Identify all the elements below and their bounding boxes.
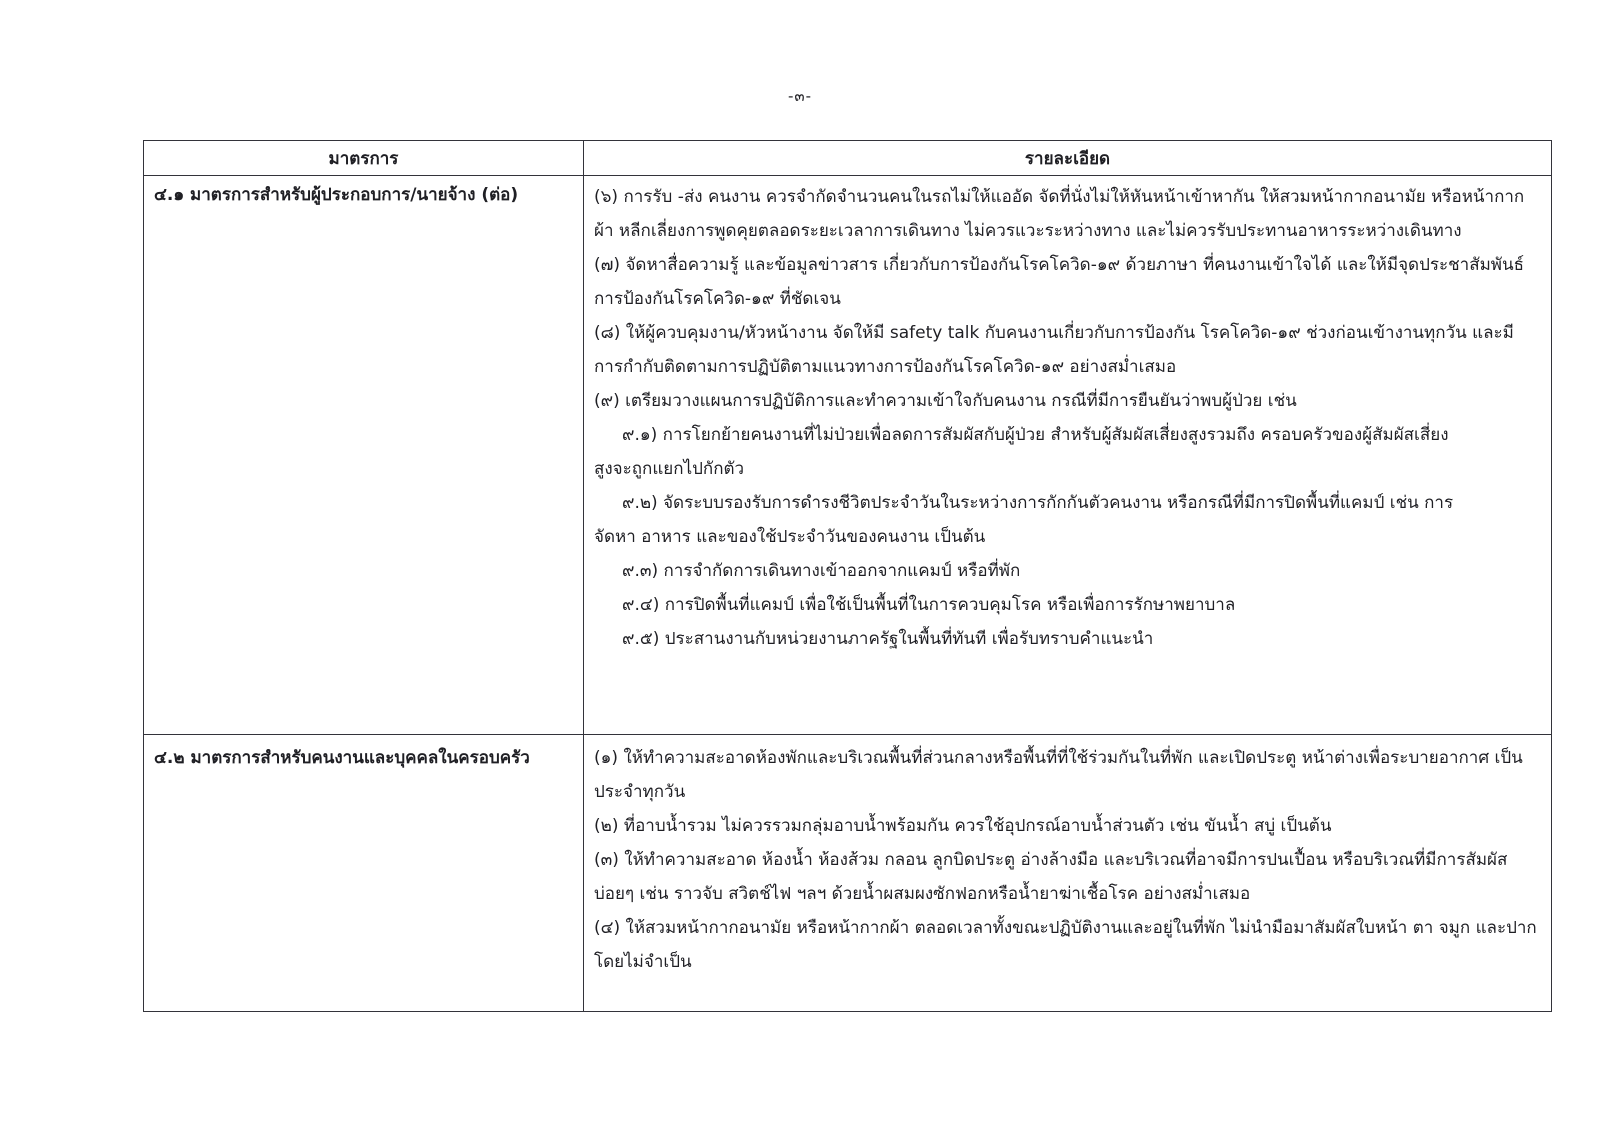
- detail-item-6: (๖) การรับ -ส่ง คนงาน ควรจำกัดจำนวนคนในรถไม่ให้แออัด จัดที่นั่งไม่ให้หันหน้าเข้าหากัน ให้สวมหน้ากากอนามัย หรือหน้ากากผ้า หลีกเลี่ยงการพูดคุยตลอดระยะเวลาการเดินทาง ไม่ควรแวะระหว่างทาง และไม่ควรรับประทานอาหารระหว่างเดินทาง: [594, 187, 1525, 241]
- measure-cell: [144, 176, 584, 735]
- detail-item-8: (๘) ให้ผู้ควบคุมงาน/หัวหน้างาน จัดให้มี safety talk กับคนงานเกี่ยวกับการป้องกัน โรคโควิด-๑๙ ช่วงก่อนเข้างานทุกวัน และมีการกำกับติดตามการปฏิบัติตามแนวทางการป้องกันโรคโควิด-๑๙ อย่างสม่ำเสมอ: [594, 323, 1514, 377]
- measure-title: ๔.๒ มาตรการสำหรับคนงานและบุคคลในครอบครัว: [154, 748, 530, 768]
- sub-item-9-2: ๙.๒) จัดระบบรองรับการดำรงชีวิตประจำวันในระหว่างการกักกันตัวคนงาน หรือกรณีที่มีการปิดพื้นที่แคมป์ เช่น การ: [622, 493, 1454, 513]
- table-row: [144, 176, 1552, 735]
- measure-title: ๔.๑ มาตรการสำหรับผู้ประกอบการ/นายจ้าง (ต่อ): [154, 185, 519, 205]
- detail-item-7: (๗) จัดหาสื่อความรู้ และข้อมูลข่าวสาร เกี่ยวกับการป้องกันโรคโควิด-๑๙ ด้วยภาษา ที่คนงานเข้าใจได้ และให้มีจุดประชาสัมพันธ์ การป้องกันโรคโควิด-๑๙ ที่ชัดเจน: [594, 255, 1525, 309]
- sub-item-9-1-cont: สูงจะถูกแยกไปกักตัว: [594, 459, 745, 479]
- detail-item-3: (๓) ให้ทำความสะอาด ห้องน้ำ ห้องส้วม กลอน ลูกบิดประตู อ่างล้างมือ และบริเวณที่อาจมีการปนเปื้อน หรือบริเวณที่มีการสัมผัสบ่อยๆ เช่น ราวจับ สวิตช์ไฟ ฯลฯ ด้วยน้ำผสมผงซักฟอกหรือน้ำยาฆ่าเชื้อโรค อย่างสม่ำเสมอ: [594, 850, 1508, 904]
- measures-table: [143, 140, 1552, 1012]
- sub-item-9-2-cont: จัดหา อาหาร และของใช้ประจำวันของคนงาน เป็นต้น: [594, 527, 986, 547]
- sub-item-9-5: ๙.๕) ประสานงานกับหน่วยงานภาครัฐในพื้นที่ทันที เพื่อรับทราบคำแนะนำ: [622, 629, 1154, 649]
- details-cell: [584, 735, 1552, 1012]
- detail-item-2: (๒) ที่อาบน้ำรวม ไม่ควรรวมกลุ่มอาบน้ำพร้อมกัน ควรใช้อุปกรณ์อาบน้ำส่วนตัว เช่น ขันน้ำ สบู่ เป็นต้น: [594, 816, 1332, 836]
- details-cell: [584, 176, 1552, 735]
- measure-cell: [144, 735, 584, 1012]
- header-measure: มาตรการ: [144, 141, 584, 176]
- detail-item-4: (๔) ให้สวมหน้ากากอนามัย หรือหน้ากากผ้า ตลอดเวลาทั้งขณะปฏิบัติงานและอยู่ในที่พัก ไม่นำมือมาสัมผัสใบหน้า ตา จมูก และปาก โดยไม่จำเป็น: [594, 918, 1537, 972]
- sub-item-9-1: ๙.๑) การโยกย้ายคนงานที่ไม่ป่วยเพื่อลดการสัมผัสกับผู้ป่วย สำหรับผู้สัมผัสเสี่ยงสูงรวมถึง ครอบครัวของผู้สัมผัสเสี่ยง: [622, 425, 1449, 445]
- header-details: รายละเอียด: [584, 141, 1552, 176]
- sub-item-9-4: ๙.๔) การปิดพื้นที่แคมป์ เพื่อใช้เป็นพื้นที่ในการควบคุมโรค หรือเพื่อการรักษาพยาบาล: [622, 595, 1236, 615]
- table-header-row: [144, 141, 1552, 176]
- table-row: [144, 735, 1552, 1012]
- sub-item-9-3: ๙.๓) การจำกัดการเดินทางเข้าออกจากแคมป์ หรือที่พัก: [622, 561, 1021, 581]
- page-number: -๓-: [787, 87, 813, 105]
- detail-item-1: (๑) ให้ทำความสะอาดห้องพักและบริเวณพื้นที่ส่วนกลางหรือพื้นที่ที่ใช้ร่วมกันในที่พัก และเปิดประตู หน้าต่างเพื่อระบายอากาศ เป็นประจำทุกวัน: [594, 748, 1523, 802]
- detail-item-9: (๙) เตรียมวางแผนการปฏิบัติการและทำความเข้าใจกับคนงาน กรณีที่มีการยืนยันว่าพบผู้ป่วย เช่น: [594, 391, 1297, 411]
